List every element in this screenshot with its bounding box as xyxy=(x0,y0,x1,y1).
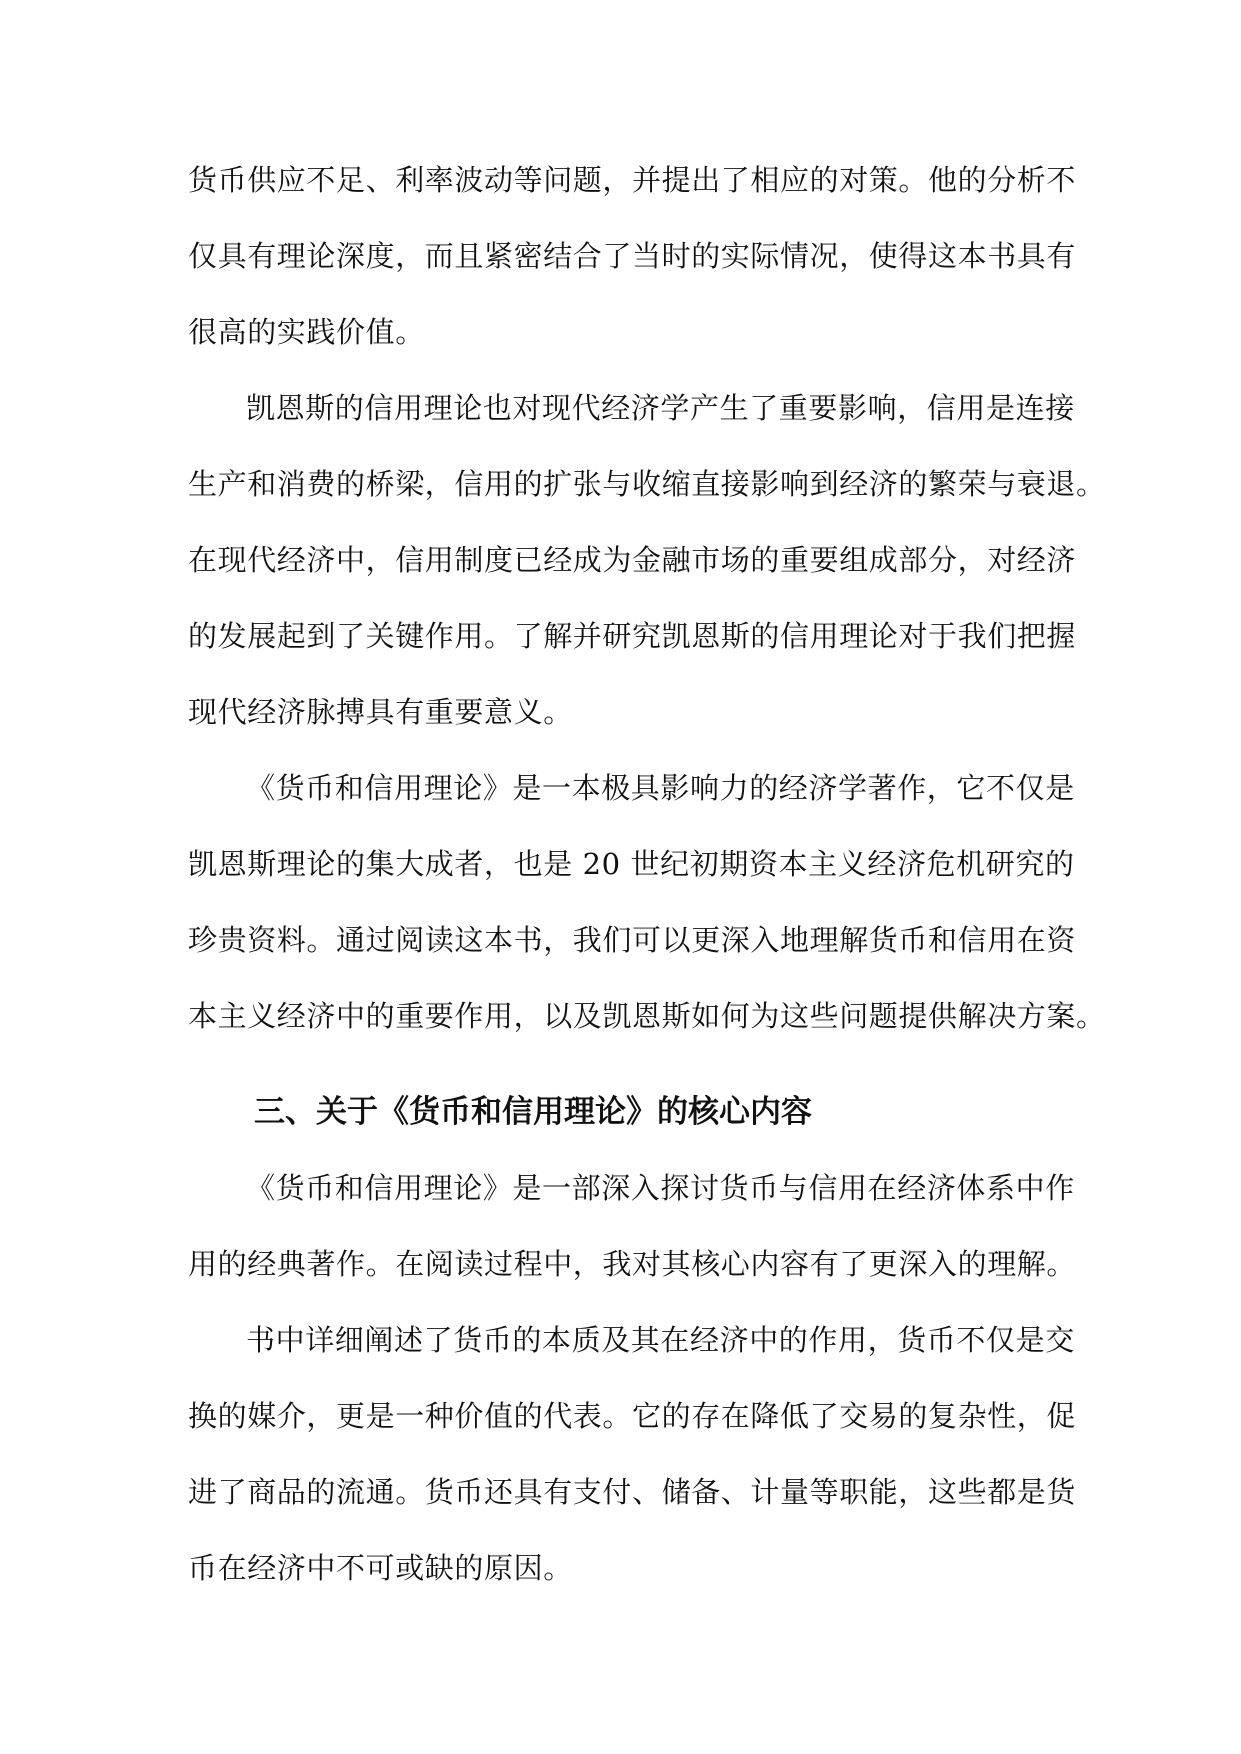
text-line: 用的经典著作。在阅读过程中，我对其核心内容有了更深入的理解。 xyxy=(188,1247,1077,1281)
text-line: 《货币和信用理论》是一部深入探讨货币与信用在经济体系中作 xyxy=(246,1171,1075,1205)
text-line: 很高的实践价值。 xyxy=(188,315,425,349)
text-line: 珍贵资料。通过阅读这本书，我们可以更深入地理解货币和信用在资 xyxy=(188,923,1077,957)
text-line: 凯恩斯的信用理论也对现代经济学产生了重要影响，信用是连接 xyxy=(246,391,1075,425)
text-line: 《货币和信用理论》是一本极具影响力的经济学著作，它不仅是 xyxy=(246,771,1075,805)
paragraph-5 xyxy=(188,1302,1077,1606)
text-line: 仅具有理论深度，而且紧密结合了当时的实际情况，使得这本书具有 xyxy=(188,239,1077,273)
document-body xyxy=(188,142,1106,1606)
text-line: 凯恩斯理论的集大成者，也是 20 世纪初期资本主义经济危机研究的 xyxy=(188,847,1075,881)
text-line: 本主义经济中的重要作用，以及凯恩斯如何为这些问题提供解决方案。 xyxy=(188,999,1106,1033)
text-line: 在现代经济中，信用制度已经成为金融市场的重要组成部分，对经济 xyxy=(188,543,1077,577)
text-line: 现代经济脉搏具有重要意义。 xyxy=(188,695,573,729)
text-line: 进了商品的流通。货币还具有支付、储备、计量等职能，这些都是货 xyxy=(188,1475,1077,1509)
text-line: 的发展起到了关键作用。了解并研究凯恩斯的信用理论对于我们把握 xyxy=(188,619,1077,653)
section-heading: 三、关于《货币和信用理论》的核心内容 xyxy=(254,1094,812,1130)
paragraph-4 xyxy=(188,1150,1077,1302)
text-line: 生产和消费的桥梁，信用的扩张与收缩直接影响到经济的繁荣与衰退。 xyxy=(188,467,1106,501)
paragraph-3 xyxy=(188,750,1106,1054)
paragraph-1 xyxy=(188,142,1077,370)
text-line: 币在经济中不可或缺的原因。 xyxy=(188,1551,573,1585)
text-line: 书中详细阐述了货币的本质及其在经济中的作用，货币不仅是交 xyxy=(246,1323,1075,1357)
text-line: 换的媒介，更是一种价值的代表。它的存在降低了交易的复杂性，促 xyxy=(188,1399,1077,1433)
paragraph-2 xyxy=(188,370,1106,750)
text-line: 货币供应不足、利率波动等问题，并提出了相应的对策。他的分析不 xyxy=(188,163,1077,197)
